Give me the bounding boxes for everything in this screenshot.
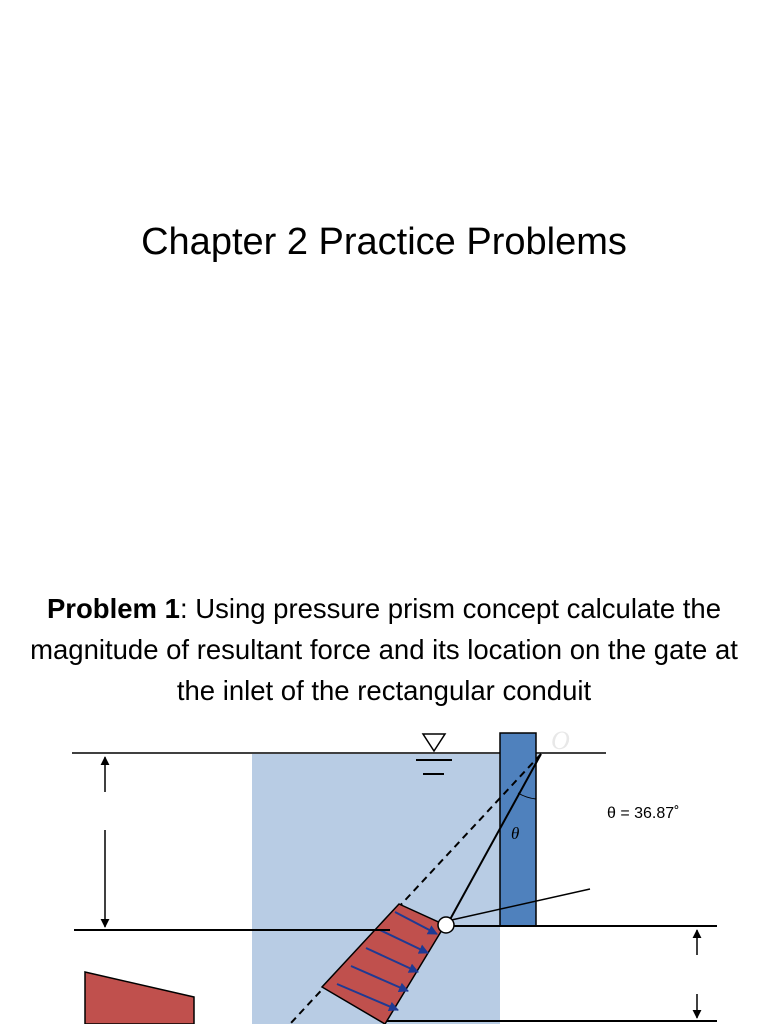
angle-label: θ = 36.87˚ <box>607 805 680 822</box>
slide-title: Chapter 2 Practice Problems <box>141 221 627 263</box>
left-wall-block <box>85 972 194 1024</box>
hinge-label: O <box>551 726 570 755</box>
hinge-circle <box>438 917 454 933</box>
problem-body: : Using pressure prism concept calculate the magnitude of resultant force and its location on the gate at the inlet of the rectangular conduit <box>30 593 738 706</box>
problem-label: Problem 1 <box>46 593 180 624</box>
theta-symbol: θ <box>511 824 520 843</box>
gate-diagram <box>0 720 768 1024</box>
gate-figure <box>0 720 768 1024</box>
problem-statement <box>20 588 748 711</box>
dimension-label-gap <box>95 792 115 830</box>
